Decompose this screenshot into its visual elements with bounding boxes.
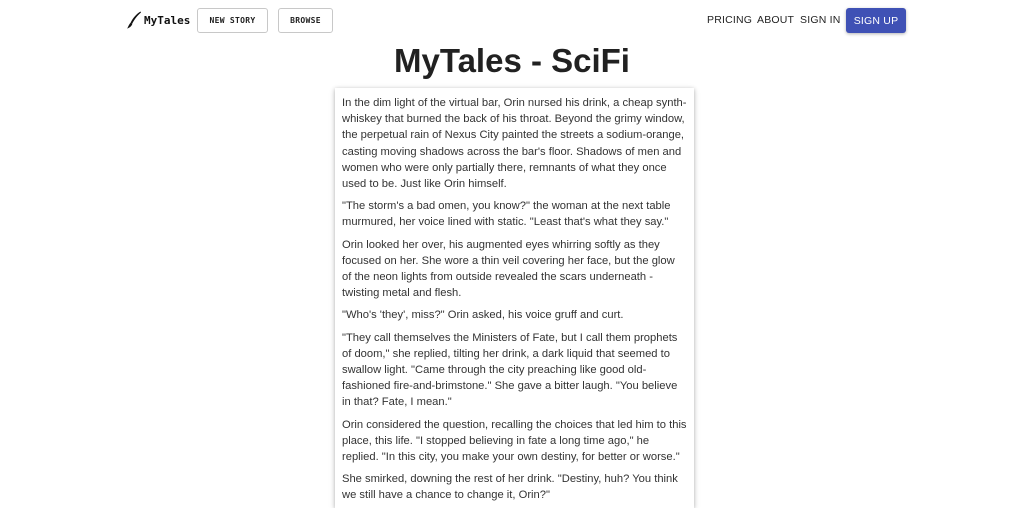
top-navbar: [0, 0, 1024, 40]
quill-pen-icon: [126, 10, 142, 30]
story-paragraph: Orin looked her over, his augmented eyes whirring softly as they focused on her. She wore a thin veil covering her face, but the glow of the neon lights from outside revealed the scars underneath - twisting metal and flesh.: [342, 238, 675, 300]
browse-button[interactable]: BROWSE: [278, 8, 333, 33]
story-paragraph: "Who's 'they', miss?" Orin asked, his voice gruff and curt.: [342, 309, 624, 322]
new-story-button[interactable]: NEW STORY: [197, 8, 268, 33]
sign-up-button[interactable]: SIGN UP: [846, 8, 906, 33]
story-card: [335, 88, 694, 508]
story-paragraph: She smirked, downing the rest of her drink. "Destiny, huh? You think we still have a chance to change it, Orin?": [342, 473, 678, 502]
story-paragraph: "The storm's a bad omen, you know?" the woman at the next table murmured, her voice lined with static. "Least that's what they say.": [342, 200, 671, 229]
story-paragraph: "They call themselves the Ministers of Fate, but I call them prophets of doom," she replied, tilting her drink, a dark liquid that seemed to swallow light. "Came through the city preaching like good old-fashioned fire-and-brimstone." She gave a bitter laugh. "You believe in that? Fate, I mean.": [342, 331, 678, 409]
story-paragraph: In the dim light of the virtual bar, Orin nursed his drink, a cheap synth-whiskey that burned the back of his throat. Beyond the grimy window, the perpetual rain of Nexus City painted the streets a sodium-orange, casting moving shadows across the bar's floor. Shadows of men and women who were only partially there, remnants of what they once used to be. Just like Orin himself.: [342, 97, 687, 191]
page-title: MyTales - SciFi: [394, 42, 630, 79]
nav-link-about[interactable]: ABOUT: [757, 14, 795, 26]
brand-name: MyTales: [144, 13, 191, 27]
nav-link-pricing[interactable]: PRICING: [707, 14, 753, 26]
brand-logo[interactable]: [126, 10, 190, 30]
story-paragraph: Orin considered the question, recalling the choices that led him to this place, this life. "I stopped believing in fate a long time ago," he replied. "In this city, you make your own destiny, for better or worse.": [342, 418, 687, 464]
nav-link-sign-in[interactable]: SIGN IN: [800, 14, 841, 26]
